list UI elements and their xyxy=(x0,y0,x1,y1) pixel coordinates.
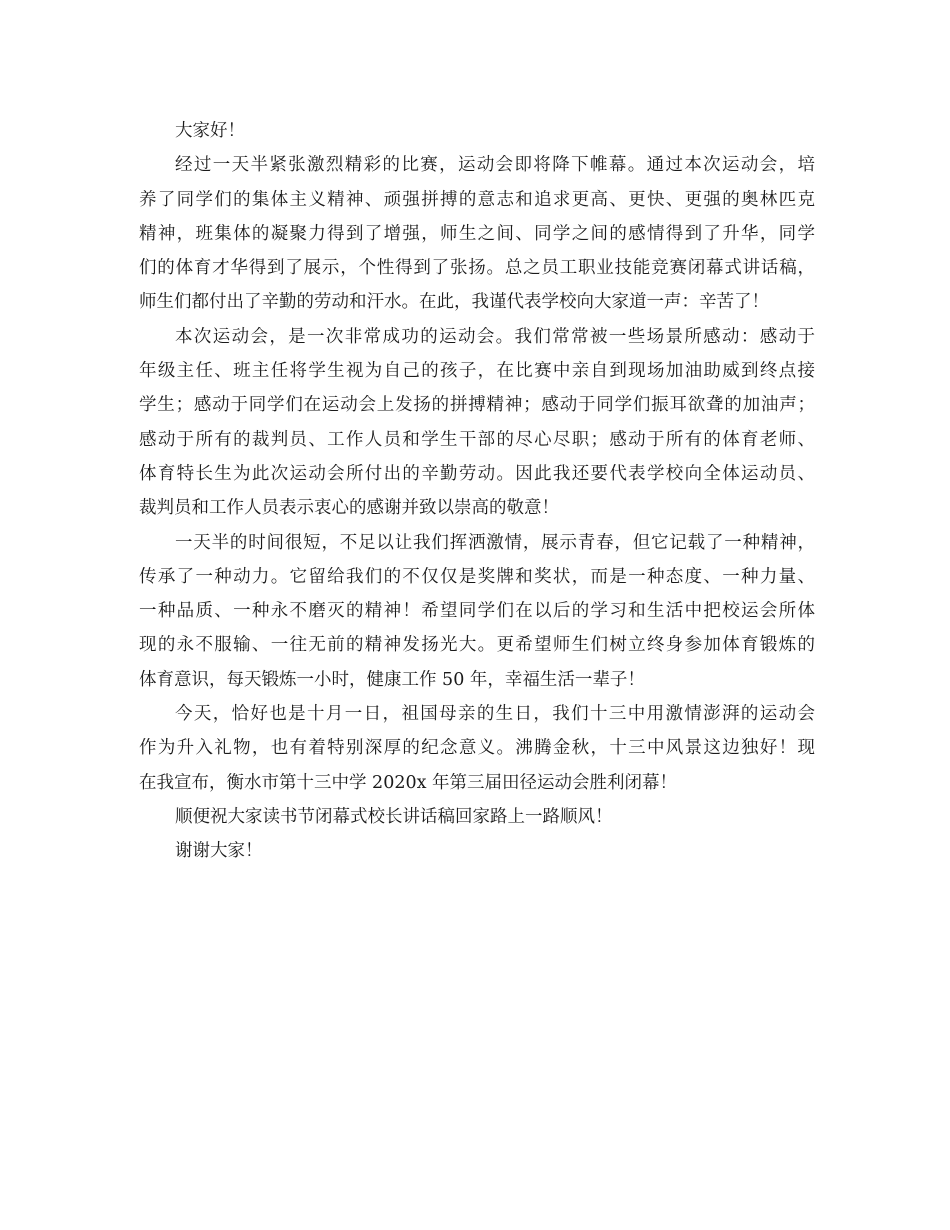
paragraph-line: 作为升入礼物，也有着特别深厚的纪念意义。沸腾金秋，十三中风景这边独好！现 xyxy=(139,738,815,759)
paragraph-2 xyxy=(139,320,815,526)
paragraph-line: 现的永不服输、一往无前的精神发扬光大。更希望师生们树立终身参加体育锻炼的 xyxy=(139,635,815,656)
paragraph-line: 经过一天半紧张激烈精彩的比赛，运动会即将降下帷幕。通过本次运动会，培 xyxy=(175,155,815,176)
paragraph-line: 体育意识，每天锻炼一小时，健康工作 50 年，幸福生活一辈子！ xyxy=(139,669,645,690)
greeting-line: 大家好！ xyxy=(175,121,245,141)
paragraph-line: 体育特长生为此次运动会所付出的辛勤劳动。因此我还要代表学校向全体运动员、 xyxy=(139,463,815,484)
paragraph-line: 一种品质、一种永不磨灭的精神！希望同学们在以后的学习和生活中把校运会所体 xyxy=(139,601,815,622)
wishes-line: 顺便祝大家读书节闭幕式校长讲话稿回家路上一路顺风！ xyxy=(175,806,613,827)
paragraph-line: 在我宣布，衡水市第十三中学 2020x 年第三届田径运动会胜利闭幕！ xyxy=(139,772,678,793)
speech-body xyxy=(139,114,815,869)
wishes-paragraph xyxy=(139,800,815,834)
paragraph-line: 今天，恰好也是十月一日，祖国母亲的生日，我们十三中用激情澎湃的运动会 xyxy=(175,704,815,725)
paragraph-line: 裁判员和工作人员表示衷心的感谢并致以崇高的敬意！ xyxy=(139,498,559,519)
closing-paragraph xyxy=(139,834,815,868)
greeting-paragraph xyxy=(139,114,815,148)
closing-line: 谢谢大家！ xyxy=(175,841,263,862)
paragraph-line: 感动于所有的裁判员、工作人员和学生干部的尽心尽职；感动于所有的体育老师、 xyxy=(139,429,815,450)
paragraph-4 xyxy=(139,697,815,800)
paragraph-line: 传承了一种动力。它留给我们的不仅仅是奖牌和奖状，而是一种态度、一种力量、 xyxy=(139,566,815,587)
paragraph-line: 们的体育才华得到了展示，个性得到了张扬。总之员工职业技能竞赛闭幕式讲话稿， xyxy=(139,258,815,279)
paragraph-1 xyxy=(139,148,815,319)
paragraph-line: 本次运动会，是一次非常成功的运动会。我们常常被一些场景所感动：感动于 xyxy=(175,326,815,347)
paragraph-line: 师生们都付出了辛勤的劳动和汗水。在此，我谨代表学校向大家道一声：辛苦了！ xyxy=(139,292,769,313)
paragraph-line: 学生；感动于同学们在运动会上发扬的拼搏精神；感动于同学们振耳欲聋的加油声； xyxy=(139,395,815,416)
paragraph-line: 一天半的时间很短，不足以让我们挥洒激情，展示青春，但它记载了一种精神， xyxy=(175,532,815,553)
paragraph-line: 精神，班集体的凝聚力得到了增强，师生之间、同学之间的感情得到了升华，同学 xyxy=(139,223,815,244)
paragraph-line: 养了同学们的集体主义精神、顽强拼搏的意志和追求更高、更快、更强的奥林匹克 xyxy=(139,189,815,210)
paragraph-line: 年级主任、班主任将学生视为自己的孩子，在比赛中亲自到现场加油助威到终点接 xyxy=(139,361,815,382)
paragraph-3 xyxy=(139,526,815,697)
